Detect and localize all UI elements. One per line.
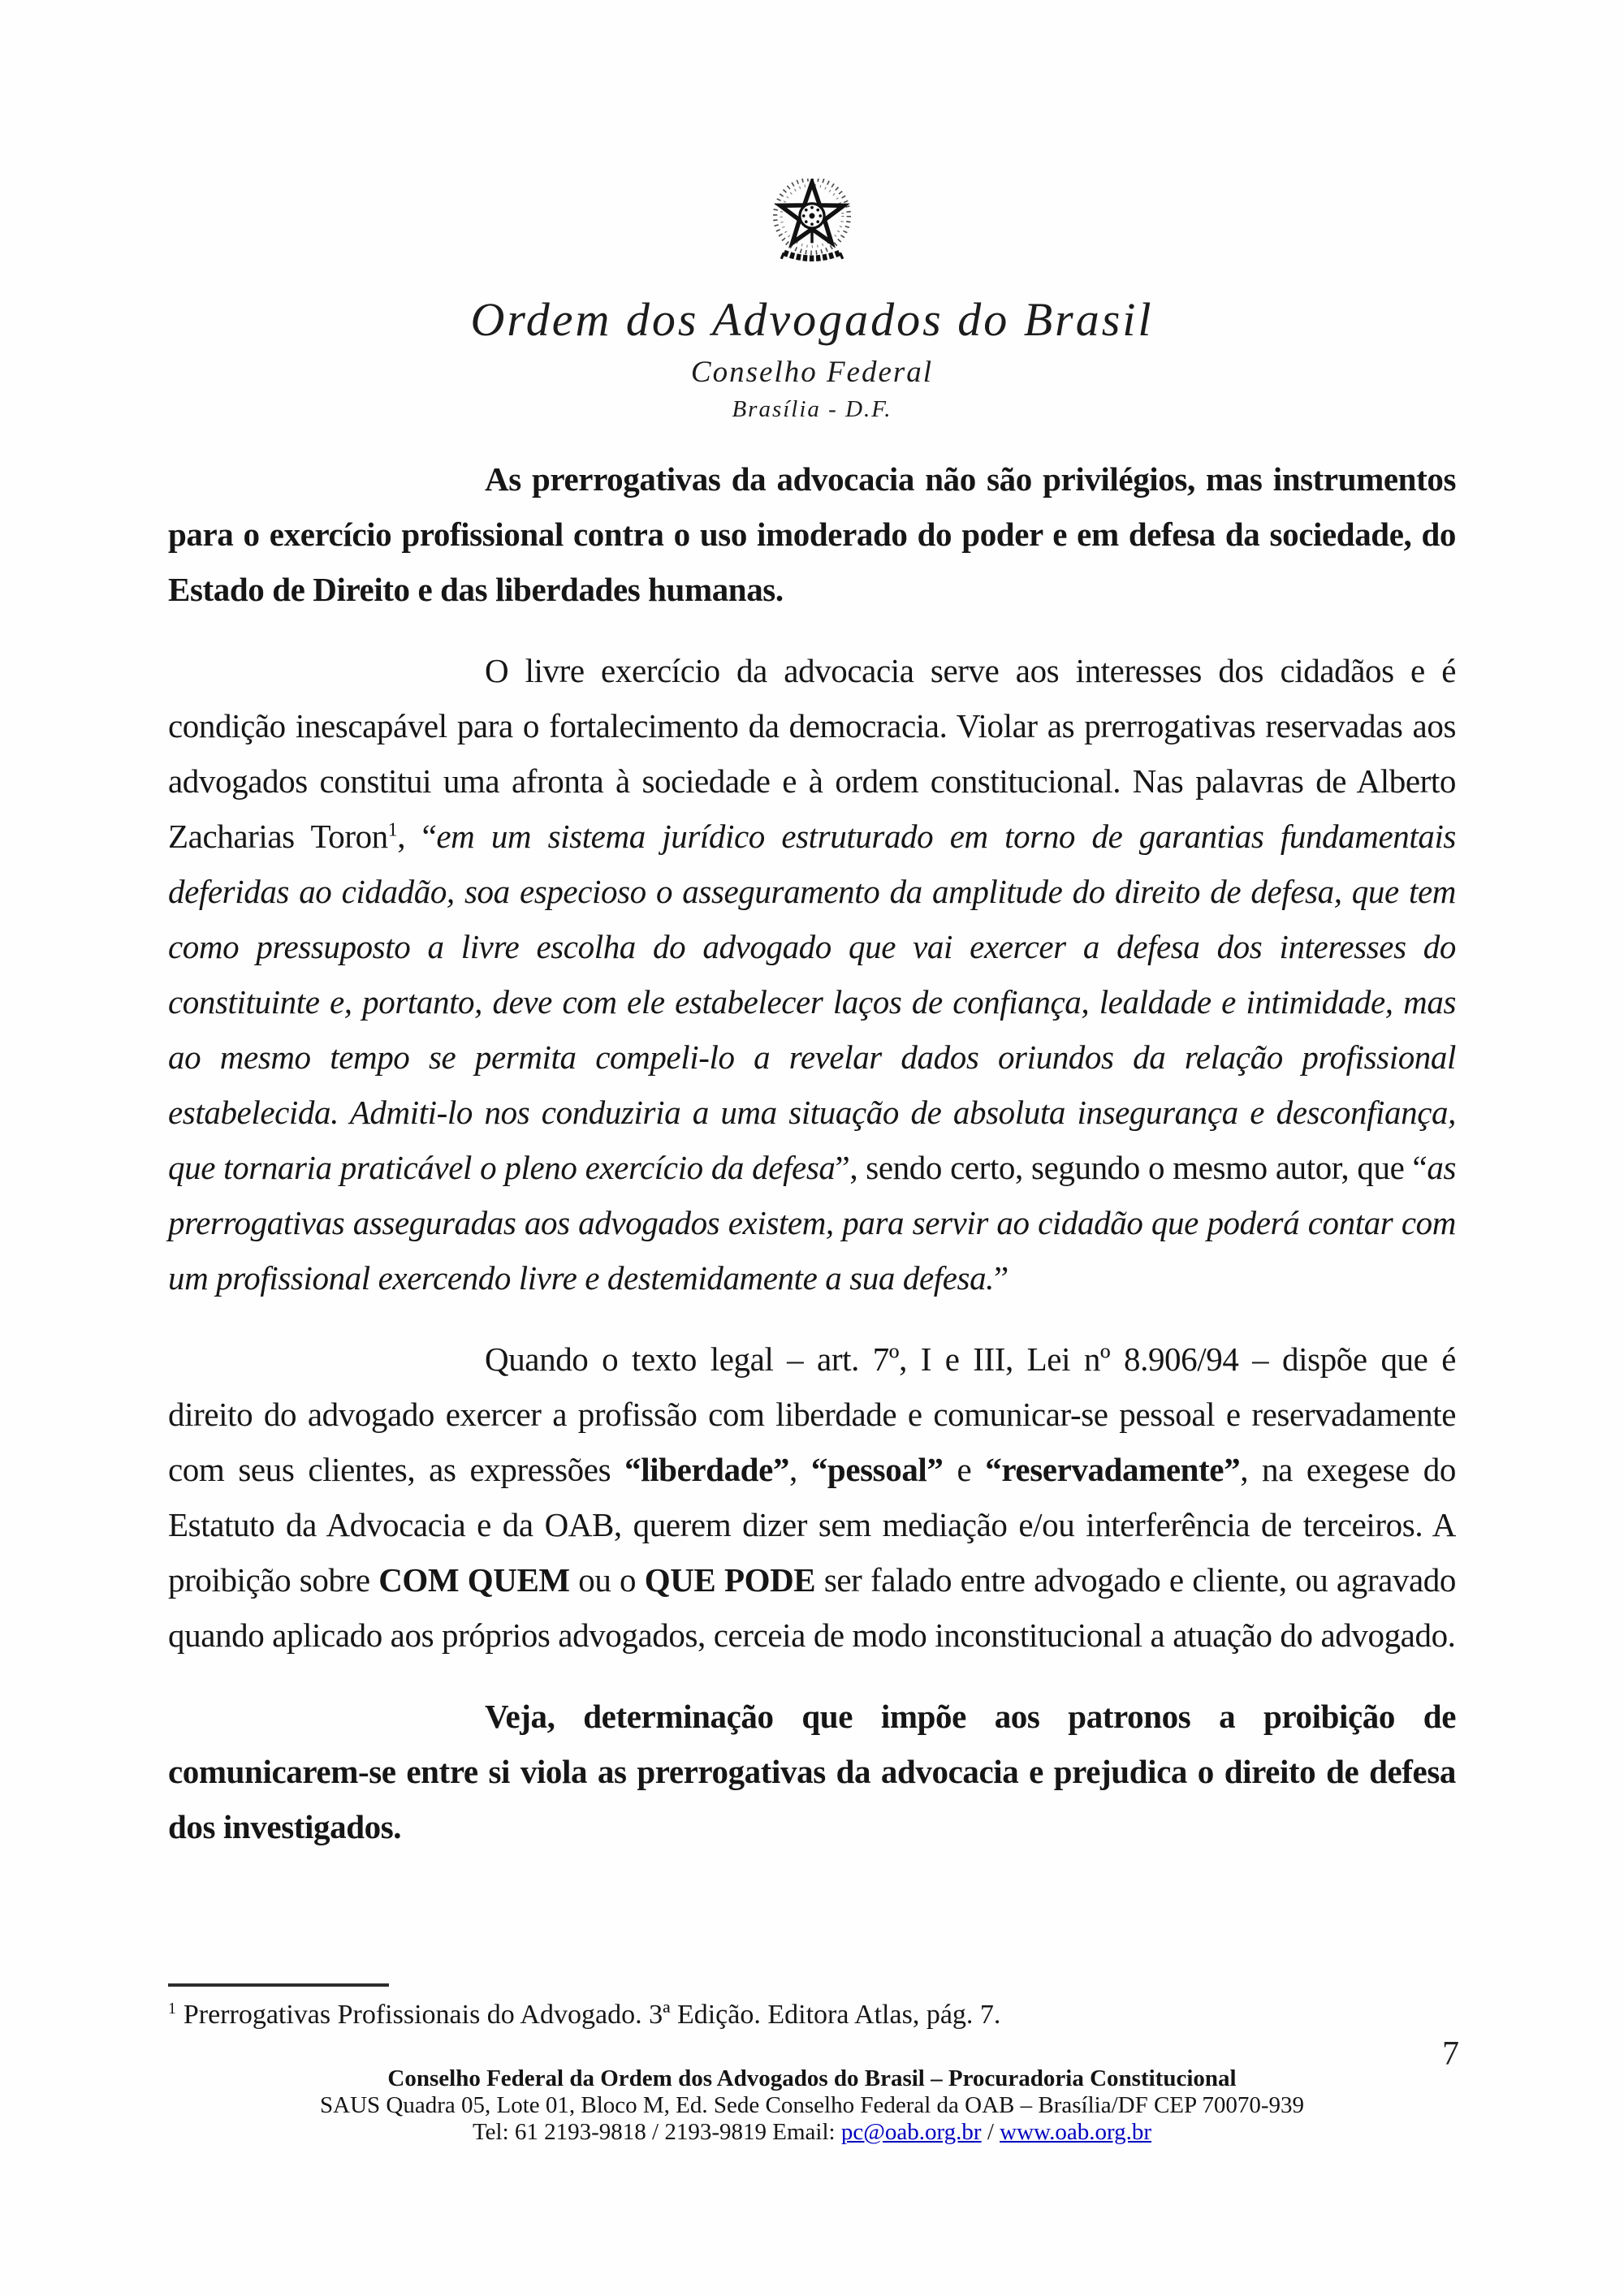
letterhead: [0, 179, 1624, 423]
page-footer: [0, 2065, 1624, 2146]
text-run: as prerrogativas asseguradas aos advogados existem, para servir ao cidadão que poderá contar com um profissional exercendo livre e destemidamente a sua defesa.: [168, 1149, 1456, 1297]
org-city: Brasília - D.F.: [732, 396, 892, 422]
paragraph-prerrogativas: [168, 451, 1456, 617]
paragraph-livre-exercicio: [168, 643, 1456, 1306]
org-name: Ordem dos Advogados do Brasil: [470, 293, 1154, 346]
text-run: COM QUEM: [378, 1561, 570, 1599]
paragraph-veja-determinacao: [168, 1689, 1456, 1854]
text-run: “reservadamente”: [985, 1451, 1241, 1488]
footer-contact-line: [0, 2119, 1624, 2146]
email-link[interactable]: pc@oab.org.br: [840, 2119, 982, 2145]
text-run: 1: [387, 819, 398, 841]
oab-coat-of-arms-icon: [0, 179, 1624, 278]
text-run: ser falado entre advogado e cliente, ou agravado quando aplicado aos próprios advogados, cerceia de modo inconstitucional a atuação do advogado.: [168, 1561, 1456, 1654]
text-run: ”: [994, 1259, 1009, 1297]
text-run: Veja, determinação que impõe aos patronos a proibição de comunicarem-se entre si viola as prerrogativas da advocacia e prejudica o direito de defesa dos investigados.: [168, 1698, 1456, 1845]
text-run: O livre exercício da advocacia serve aos interesses dos cidadãos e é condição inescapável para o fortalecimento da democracia. Violar as prerrogativas reservadas aos advogados constitui uma afronta à sociedade e à ordem constitucional. Nas palavras de Alberto Zacharias Toron: [168, 652, 1456, 855]
footnote: [168, 2000, 1386, 2031]
org-unit: Conselho Federal: [690, 356, 934, 389]
footer-link-separator: /: [981, 2119, 1000, 2145]
text-run: e: [943, 1451, 986, 1488]
page-number: 7: [1442, 2035, 1459, 2073]
text-run: , “: [397, 818, 437, 855]
text-run: em um sistema jurídico estruturado em torno de garantias fundamentais deferidas ao cidadão, soa especioso o asseguramento da amplitude do direito de defesa, que tem como pressuposto a livre escolha do advogado que vai exercer a defesa dos interesses do constituinte e, portanto, deve com ele estabelecer laços de confiança, lealdade e intimidade, mas ao mesmo tempo se permita compeli-lo a revelar dados oriundos da relação profissional estabelecida. Admiti-lo nos conduziria a uma situação de absoluta insegurança e desconfiança, que tornaria praticável o pleno exercício da defesa: [168, 818, 1456, 1186]
footer-tel-email-label: Tel: 61 2193-9818 / 2193-9819 Email:: [472, 2119, 841, 2145]
text-run: Quando o texto legal – art. 7º, I e III, Lei nº 8.906/94 – dispõe que é direito do advogado exercer a profissão com liberdade e comunicar-se pessoal e reservadamente com seus clientes, as expressões: [168, 1340, 1456, 1488]
text-run: ou o: [569, 1561, 645, 1599]
website-link[interactable]: www.oab.org.br: [1000, 2119, 1152, 2145]
document-body: [168, 451, 1456, 1854]
text-run: “liberdade”: [624, 1451, 789, 1488]
footer-address-line: SAUS Quadra 05, Lote 01, Bloco M, Ed. Sede Conselho Federal da OAB – Brasília/DF CEP 70070-939: [320, 2092, 1304, 2118]
footnote-separator: [168, 1983, 389, 1987]
text-run: “pessoal”: [810, 1451, 944, 1488]
text-run: As prerrogativas da advocacia não são privilégios, mas instrumentos para o exercício profissional contra o uso imoderado do poder e em defesa da sociedade, do Estado de Direito e das liberdades humanas.: [168, 460, 1456, 608]
text-run: ”, sendo certo, segundo o mesmo autor, que “: [835, 1149, 1427, 1186]
footer-org-line: Conselho Federal da Ordem dos Advogados do Brasil – Procuradoria Constitucional: [387, 2065, 1237, 2091]
text-run: , na exegese do Estatuto da Advocacia e da OAB, querem dizer sem mediação e/ou interferência de terceiros. A proibição sobre: [168, 1451, 1456, 1599]
footnote-text: Prerrogativas Profissionais do Advogado. 3ª Edição. Editora Atlas, pág. 7.: [183, 2000, 1001, 2030]
text-run: QUE PODE: [644, 1561, 816, 1599]
footnote-marker: 1: [168, 1999, 176, 2018]
text-run: ,: [788, 1451, 811, 1488]
paragraph-texto-legal: [168, 1331, 1456, 1663]
